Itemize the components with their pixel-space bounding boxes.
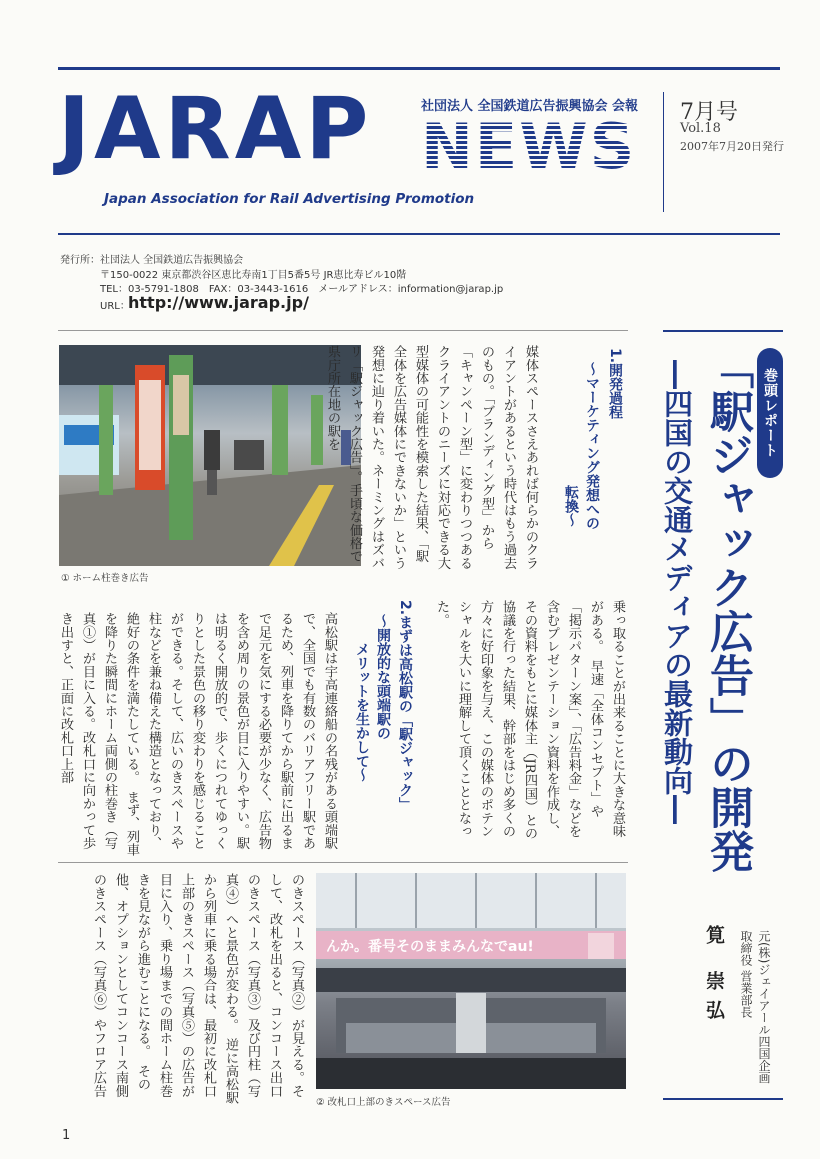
photo-ticket-gate: [316, 873, 626, 1089]
photo-1-caption: ① ホーム柱巻き広告: [61, 573, 149, 584]
org-name: 社団法人 全国鉄道広告振興協会 会報: [421, 99, 639, 114]
website-link[interactable]: http://www.jarap.jp/: [128, 293, 309, 312]
section-2-body: 高松駅は宇高連絡船の名残がある頭端駅で、全国でも有数のバリアフリー駅であるため、列車を降りてから駅前に出るまで足元を気にする必要が少なく、広告物を含め周りの景色が目に入りやすい。駅は明るく開放的で、歩くにつれてゆっくりとした景色の移り変わりを感じることができる。そして、広いのきスペースや柱などを兼ね備えた構造となっており、絶好の条件を満たしている。 まず、列車を降りた瞬間にホーム両側の柱巻き（写真①）が目に入る。改札口に向かって歩き出すと、正面に改札口上部: [58, 612, 337, 857]
lead-report-badge: 巻頭レポート: [757, 348, 783, 478]
photo-platform-pillars: [59, 345, 361, 566]
mid-rule: [58, 862, 628, 863]
title-rule-top: [663, 330, 783, 332]
volume: Vol.18: [680, 121, 721, 136]
publisher-contact: TEL：03-5791-1808 FAX：03-3443-1616 メールアドレス：information@jarap.jp: [100, 284, 504, 295]
photo-2-caption: ② 改札口上部のきスペース広告: [316, 1097, 451, 1108]
issue-month: 7月号: [680, 100, 738, 125]
publisher-address: 〒150-0022 東京都渋谷区恵比寿南1丁目5番5号 JR恵比寿ビル10階: [100, 270, 407, 281]
jarap-logo: JARAP: [58, 79, 373, 179]
section-2-subheading-2: メリットを生かして～: [354, 642, 370, 782]
author-company: 元(株)ジェイアール四国企画: [757, 930, 771, 1084]
issue-date: 2007年7月20日発行: [680, 140, 784, 153]
section-1-body: 媒体スペースさえあれば何らかのクライアントがあるという時代はもう過去のもの。「ブランディング型」から「キャンペーン型」に変わりつつあるクライアントのニーズに対応できる大型媒体の可能性を模索した結果、「駅全体を広告媒体にできないか」という発想に辿り着いた。ネーミングはズバリ「駅ジャック広告」。手頃な価格で県庁所在地の駅を: [325, 345, 538, 570]
section-1-heading: 1.開発過程: [607, 348, 623, 420]
url-label: URL：: [100, 301, 130, 312]
news-logo: NEWS: [421, 110, 637, 183]
author-name: 筧 崇弘: [703, 925, 725, 1029]
section-1-subheading-2: 転換～: [563, 485, 579, 527]
column-2-text: 乗っ取ることが出来ることに大きな意味がある。 早速「全体コンセプト」や「掲示パターン案」、「広告料金」などを含むプレゼンテーション資料を作成し、その資料をもとに媒体主（JR四国）との協議を行った結果、幹部をはじめ多くの方々に好印象を与え、この媒体のポテンシャルを大いに理解して頂くこととなった。: [434, 600, 625, 840]
title-rule-bottom: [663, 1098, 783, 1100]
column-3-text: のきスペース（写真②）が見える。そして、改札を出ると、コンコース出口のきスペース（写真③）及び円柱（写真④）へと景色が変わる。 逆に高松駅から列車に乗る場合は、最初に改札口上部のきスペース（写真⑤）の広告が目に入り、乗り場までの間ホーム柱巻きを見ながら進むことになる。 その他、オプションとしてコンコース南側のきスペース（写真⑥）やフロア広告: [91, 873, 304, 1104]
section-2-subheading: ～開放的な頭端駅の: [375, 614, 391, 740]
author-title: 取締役 営業部長: [739, 930, 753, 1018]
section-1-subheading: ～マーケティング発想への: [584, 362, 600, 530]
masthead-divider: [663, 92, 664, 212]
photo-2-banner-text: んか。番号そのままみんなでau!: [326, 939, 534, 955]
article-subtitle: ―四国の交通メディアの最新動向―: [660, 360, 694, 824]
page-number: 1: [62, 1128, 71, 1143]
article-title: 「駅ジャック広告」の開発: [702, 345, 753, 873]
masthead-bottom-rule: [58, 233, 780, 235]
top-rule: [58, 67, 780, 70]
publisher-line-1: 発行所：社団法人 全国鉄道広告振興協会: [60, 255, 244, 266]
content-top-rule: [58, 330, 628, 331]
section-2-heading: 2.まずは高松駅の「駅ジャック」: [397, 600, 413, 812]
tagline: Japan Association for Rail Advertising Promotion: [104, 191, 475, 207]
